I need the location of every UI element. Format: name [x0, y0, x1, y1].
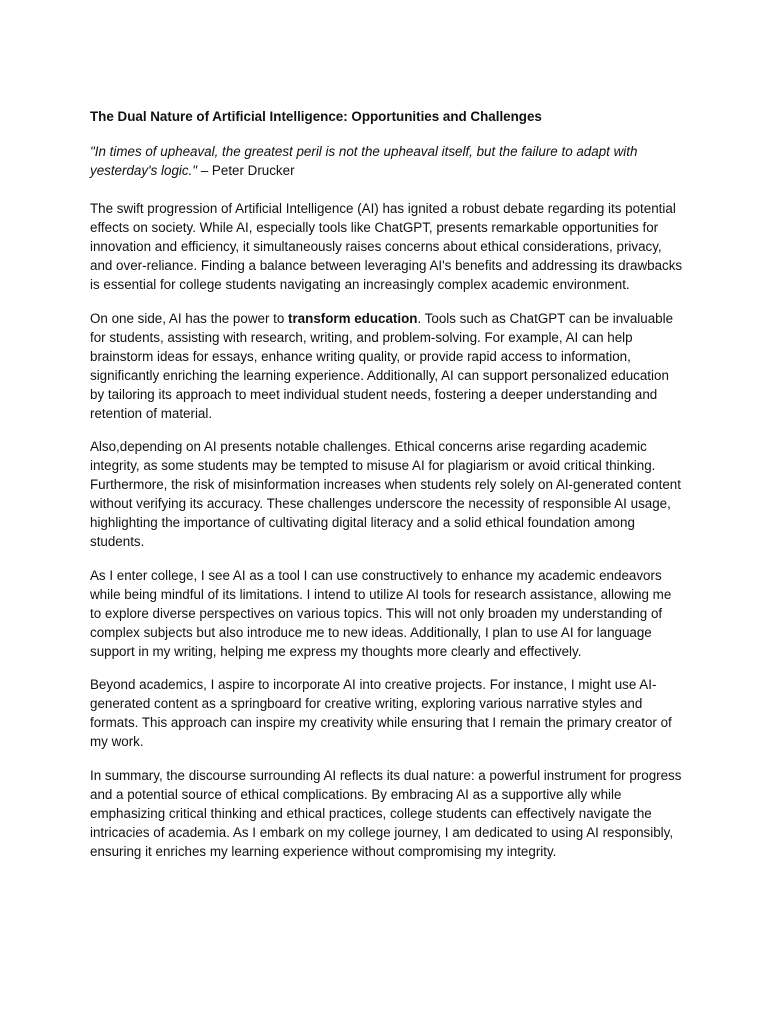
- quote-text: "In times of upheaval, the greatest peril is not the upheaval itself, but the failure to adapt with yesterday's logic.": [90, 144, 638, 178]
- paragraph-text: On one side, AI has the power to: [90, 310, 289, 326]
- paragraph-opportunities: [90, 309, 686, 423]
- document-page: [90, 107, 686, 875]
- quote-attribution: – Peter Drucker: [197, 163, 295, 178]
- paragraph-conclusion: In summary, the discourse surrounding AI reflects its dual nature: a powerful instrument for progress and a potential source of ethical complications. By embracing AI as a supportive ally while emphasizing critical thinking and ethical practices, college students can effectively navigate the intricacies of academia. As I embark on my college journey, I am dedicated to using AI responsibly, ensuring it enriches my learning experience without compromising my integrity.: [90, 767, 682, 859]
- paragraph-text: . Tools such as ChatGPT can be invaluable for students, assisting with research, writing, and problem-solving. For example, AI can help brainstorm ideas for essays, enhance writing quality, or provide rapid access to information, significantly enriching the learning experience. Additionally, AI can support personalized education by tailoring its approach to meet individual student needs, fostering a deeper understanding and retention of material.: [90, 310, 674, 421]
- paragraph-personal-use: As I enter college, I see AI as a tool I can use constructively to enhance my academic endeavors while being mindful of its limitations. I intend to utilize AI tools for research assistance, allowing me to explore diverse perspectives on various topics. This will not only broaden my understanding of complex subjects but also introduce me to new ideas. Additionally, I plan to use AI for language support in my writing, helping me express my thoughts more clearly and effectively.: [90, 567, 672, 659]
- paragraph-challenges: Also,depending on AI presents notable challenges. Ethical concerns arise regarding academic integrity, as some students may be tempted to misuse AI for plagiarism or avoid critical thinking. Furthermore, the risk of misinformation increases when students rely solely on AI-generated content without verifying its accuracy. These challenges underscore the necessity of responsible AI usage, highlighting the importance of cultivating digital literacy and a solid ethical foundation among students.: [90, 439, 681, 549]
- document-title: The Dual Nature of Artificial Intelligence: Opportunities and Challenges: [90, 109, 542, 124]
- bold-phrase: transform education: [288, 310, 418, 326]
- paragraph-creative-projects: Beyond academics, I aspire to incorporate AI into creative projects. For instance, I might use AI-generated content as a springboard for creative writing, exploring various narrative styles and formats. This approach can inspire my creativity while ensuring that I remain the primary creator of my work.: [90, 677, 672, 749]
- epigraph-quote: [90, 142, 686, 180]
- paragraph-introduction: The swift progression of Artificial Intelligence (AI) has ignited a robust debate regarding its potential effects on society. While AI, especially tools like ChatGPT, presents remarkable opportunities for innovation and efficiency, it simultaneously raises concerns about ethical considerations, privacy, and over-reliance. Finding a balance between leveraging AI's benefits and addressing its drawbacks is essential for college students navigating an increasingly complex academic environment.: [90, 201, 683, 292]
